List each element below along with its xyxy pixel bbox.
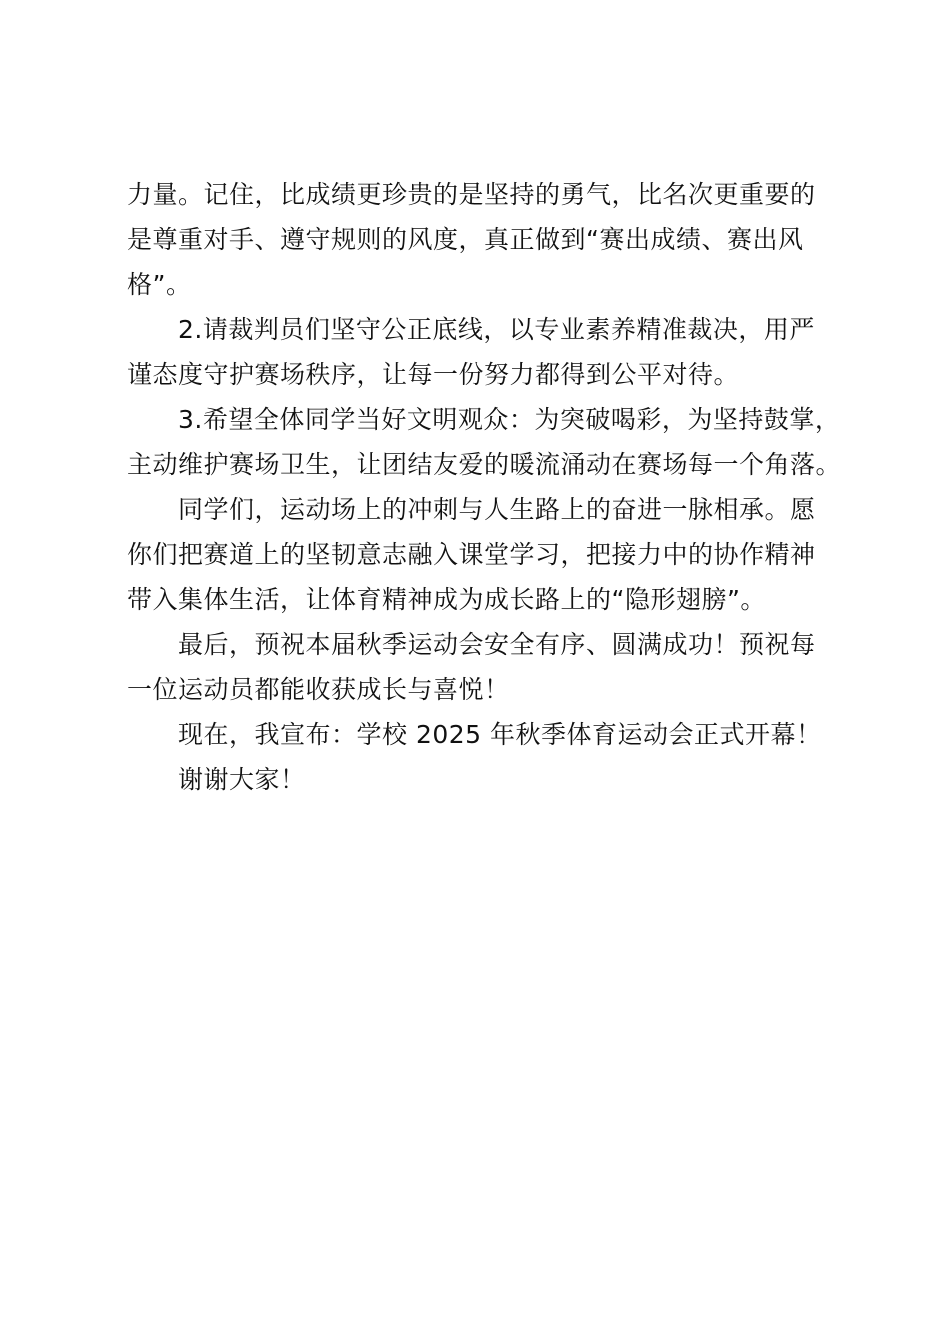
opening-declaration: 现在，我宣布：学校 2025 年秋季体育运动会正式开幕！ bbox=[178, 720, 822, 749]
paragraph-referees-start: 2.请裁判员们坚守公正底线，以专业素养精准裁决，用严 bbox=[178, 315, 815, 344]
speech-body bbox=[127, 172, 842, 802]
text-line: 带入集体生活，让体育精神成为成长路上的“隐形翅膀”。 bbox=[127, 585, 766, 614]
text-line: 力量。记住，比成绩更珍贵的是坚持的勇气，比名次更重要的 bbox=[127, 180, 816, 209]
paragraph-audience-start: 3.希望全体同学当好文明观众：为突破喝彩，为坚持鼓掌， bbox=[178, 405, 841, 434]
text-line: 你们把赛道上的坚韧意志融入课堂学习，把接力中的协作精神 bbox=[127, 540, 816, 569]
paragraph-students-start: 同学们，运动场上的冲刺与人生路上的奋进一脉相承。愿 bbox=[178, 495, 816, 524]
text-line: 是尊重对手、遵守规则的风度，真正做到“赛出成绩、赛出风 bbox=[127, 225, 804, 254]
paragraph-wishes-start: 最后，预祝本届秋季运动会安全有序、圆满成功！预祝每 bbox=[178, 630, 816, 659]
closing-thanks: 谢谢大家！ bbox=[178, 765, 306, 794]
text-line: 一位运动员都能收获成长与喜悦！ bbox=[127, 675, 510, 704]
text-line: 格”。 bbox=[127, 270, 192, 299]
text-line: 主动维护赛场卫生，让团结友爱的暖流涌动在赛场每一个角落。 bbox=[127, 450, 842, 479]
text-line: 谨态度守护赛场秩序，让每一份努力都得到公平对待。 bbox=[127, 360, 740, 389]
